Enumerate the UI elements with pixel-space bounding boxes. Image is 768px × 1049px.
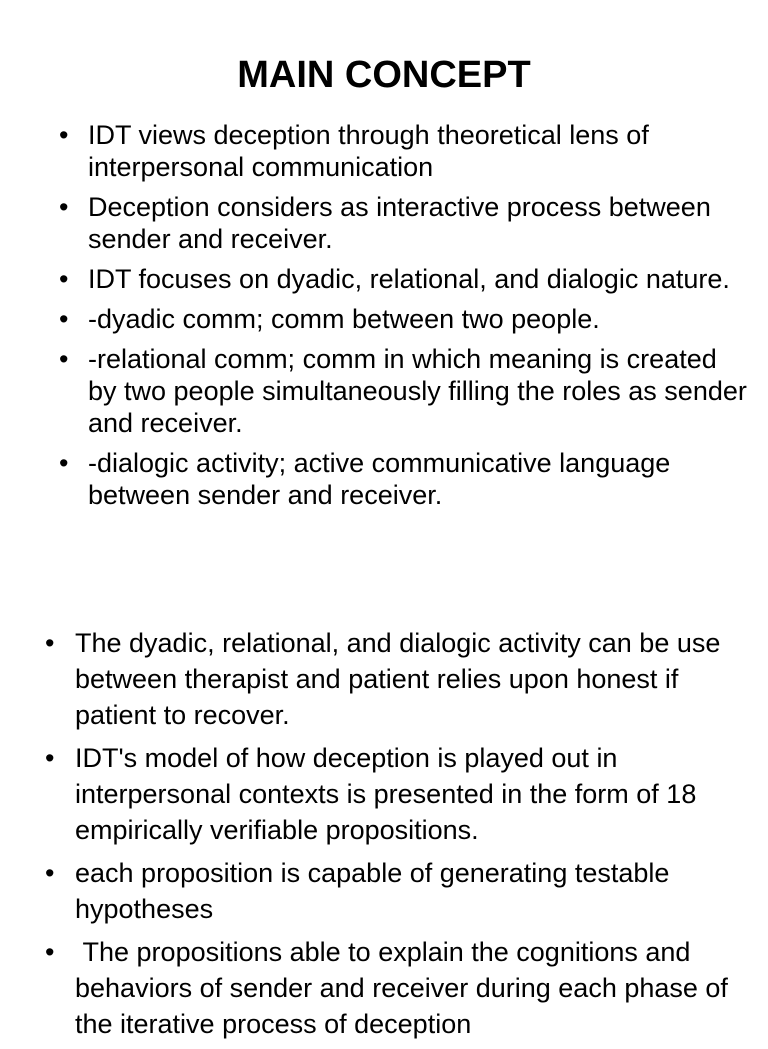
slide-applications [0,600,768,1039]
list-item [45,934,755,1042]
bullet-icon: • [45,628,55,658]
bullet-text: -dialogic activity; active communicative language between sender and receiver. [88,448,671,510]
bullet-icon: • [59,120,69,150]
bullet-text: The propositions able to explain the cognitions and behaviors of sender and receiver during each phase of the iterative process of deception [75,937,736,1039]
bullet-text: each proposition is capable of generating testable hypotheses [75,858,670,924]
list-item [45,855,755,927]
bullet-text: -dyadic comm; comm between two people. [88,304,600,334]
bullet-list [45,625,755,1049]
bullet-icon: • [45,937,55,967]
bullet-list [59,119,750,519]
list-item [59,447,750,511]
bullet-text: IDT focuses on dyadic, relational, and dialogic nature. [88,264,730,294]
bullet-text: IDT's model of how deception is played out in interpersonal contexts is presented in the form of 18 empirically verifiable propositions. [75,743,697,845]
bullet-icon: • [59,264,69,294]
bullet-text: The dyadic, relational, and dialogic activity can be use between therapist and patient relies upon honest if patient to recover. [75,628,721,730]
list-item [59,343,750,439]
bullet-text: IDT views deception through theoretical lens of interpersonal communication [88,120,649,182]
bullet-icon: • [59,192,69,222]
list-item [59,119,750,183]
bullet-icon: • [59,344,69,374]
list-item [59,191,750,255]
list-item [59,263,750,295]
slide-title: MAIN CONCEPT [237,54,531,96]
bullet-text: Deception considers as interactive process between sender and receiver. [88,192,711,254]
bullet-icon: • [59,304,69,334]
list-item [45,740,755,848]
bullet-icon: • [45,743,55,773]
bullet-text: -relational comm; comm in which meaning is created by two people simultaneously filling the roles as sender and receiver. [88,344,747,438]
bullet-icon: • [45,858,55,888]
list-item [45,625,755,733]
bullet-icon: • [59,448,69,478]
list-item [59,303,750,335]
